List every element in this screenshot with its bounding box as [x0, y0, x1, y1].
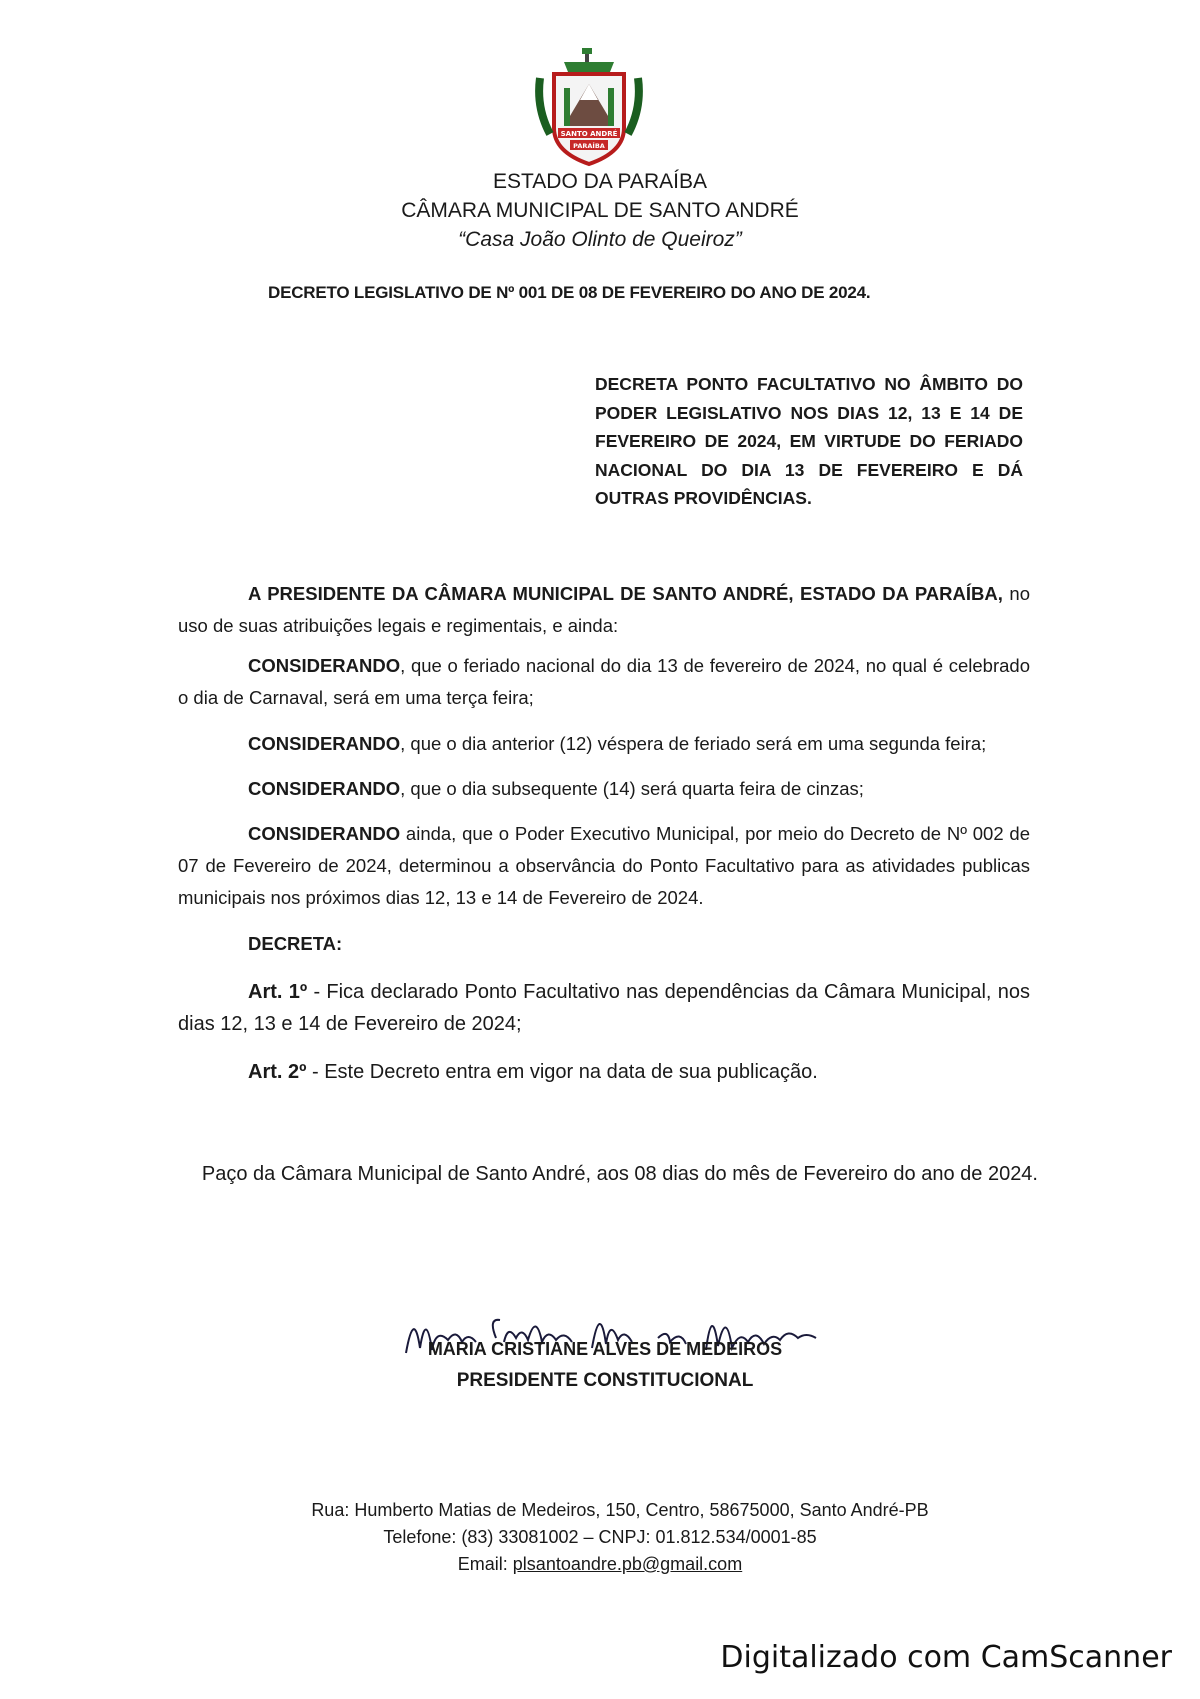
footer-address: Rua: Humberto Matias de Medeiros, 150, Centro, 58675000, Santo André-PB [311, 1500, 929, 1520]
considerando-label: CONSIDERANDO [248, 733, 401, 754]
considerando-4 [178, 818, 1030, 914]
article-label: Art. 2º [248, 1061, 307, 1083]
considerando-label: CONSIDERANDO [248, 655, 401, 676]
svg-text:PARAÍBA: PARAÍBA [573, 142, 605, 150]
intro-paragraph [178, 578, 1030, 642]
coat-of-arms-icon [534, 48, 644, 168]
considerando-3 [178, 773, 1030, 805]
article-text: - Este Decreto entra em vigor na data de sua publicação. [306, 1061, 818, 1083]
considerando-text: , que o dia subsequente (14) será quarta feira de cinzas; [400, 778, 864, 799]
intro-rest: no uso de suas atribuições legais e regimentais, e ainda: [178, 583, 1031, 636]
decree-ementa: DECRETA PONTO FACULTATIVO NO ÂMBITO DO PODER LEGISLATIVO NOS DIAS 12, 13 E 14 DE FEVEREIRO DE 2024, EM VIRTUDE DO FERIADO NACIONAL DO DIA 13 DE FEVEREIRO E DÁ OUTRAS PROVIDÊNCIAS. [595, 374, 1023, 508]
considerando-1 [178, 650, 1030, 714]
considerando-text: , que o dia anterior (12) véspera de feriado será em uma segunda feira; [400, 733, 987, 754]
email-label: Email: [457, 1554, 513, 1574]
article-text: - Fica declarado Ponto Facultativo nas dependências da Câmara Municipal, nos dias 12, 13 e 14 de Fevereiro de 2024; [178, 981, 1030, 1035]
camara-name: CÂMARA MUNICIPAL DE SANTO ANDRÉ [401, 199, 799, 222]
casa-name: “Casa João Olinto de Queiroz” [458, 228, 742, 251]
decreta-label: DECRETA: [248, 933, 343, 954]
considerando-text: , que o feriado nacional do dia 13 de fevereiro de 2024, no qual é celebrado o dia de Carnaval, será em uma terça feira; [178, 655, 1030, 708]
decreta-heading [178, 928, 1030, 960]
considerando-2 [178, 728, 1030, 760]
considerando-text: ainda, que o Poder Executivo Municipal, por meio do Decreto de Nº 002 de 07 de Fevereiro de 2024, determinou a observância do Ponto Facultativo para as atividades publicas municipais nos próximos dias 12, 13 e 14 de Fevereiro de 2024. [178, 823, 1030, 908]
closing-paragraph: Paço da Câmara Municipal de Santo André, aos 08 dias do mês de Fevereiro do ano de 2024. [201, 1163, 1038, 1185]
article-2 [178, 1056, 1030, 1088]
signatory-name: MARIA CRISTIANE ALVES DE MEDEIROS [427, 1339, 783, 1359]
footer-email-line [0, 1554, 1200, 1575]
scanner-watermark: Digitalizado com CamScanner [720, 1640, 1172, 1675]
signatory-role: PRESIDENTE CONSTITUCIONAL [456, 1370, 754, 1391]
decree-title: DECRETO LEGISLATIVO DE Nº 001 DE 08 DE FEVEREIRO DO ANO DE 2024. [268, 283, 871, 302]
state-name: ESTADO DA PARAÍBA [493, 170, 707, 193]
footer-phone: Telefone: (83) 33081002 – CNPJ: 01.812.534/0001-85 [383, 1527, 817, 1547]
considerando-label: CONSIDERANDO [248, 778, 401, 799]
article-label: Art. 1º [248, 981, 308, 1003]
intro-bold: A PRESIDENTE DA CÂMARA MUNICIPAL DE SANTO ANDRÉ, ESTADO DA PARAÍBA, [248, 583, 1003, 604]
considerando-label: CONSIDERANDO [248, 823, 401, 844]
email-link[interactable]: plsantoandre.pb@gmail.com [512, 1554, 743, 1574]
svg-text:SANTO ANDRÉ: SANTO ANDRÉ [560, 130, 618, 138]
article-1 [178, 976, 1030, 1040]
